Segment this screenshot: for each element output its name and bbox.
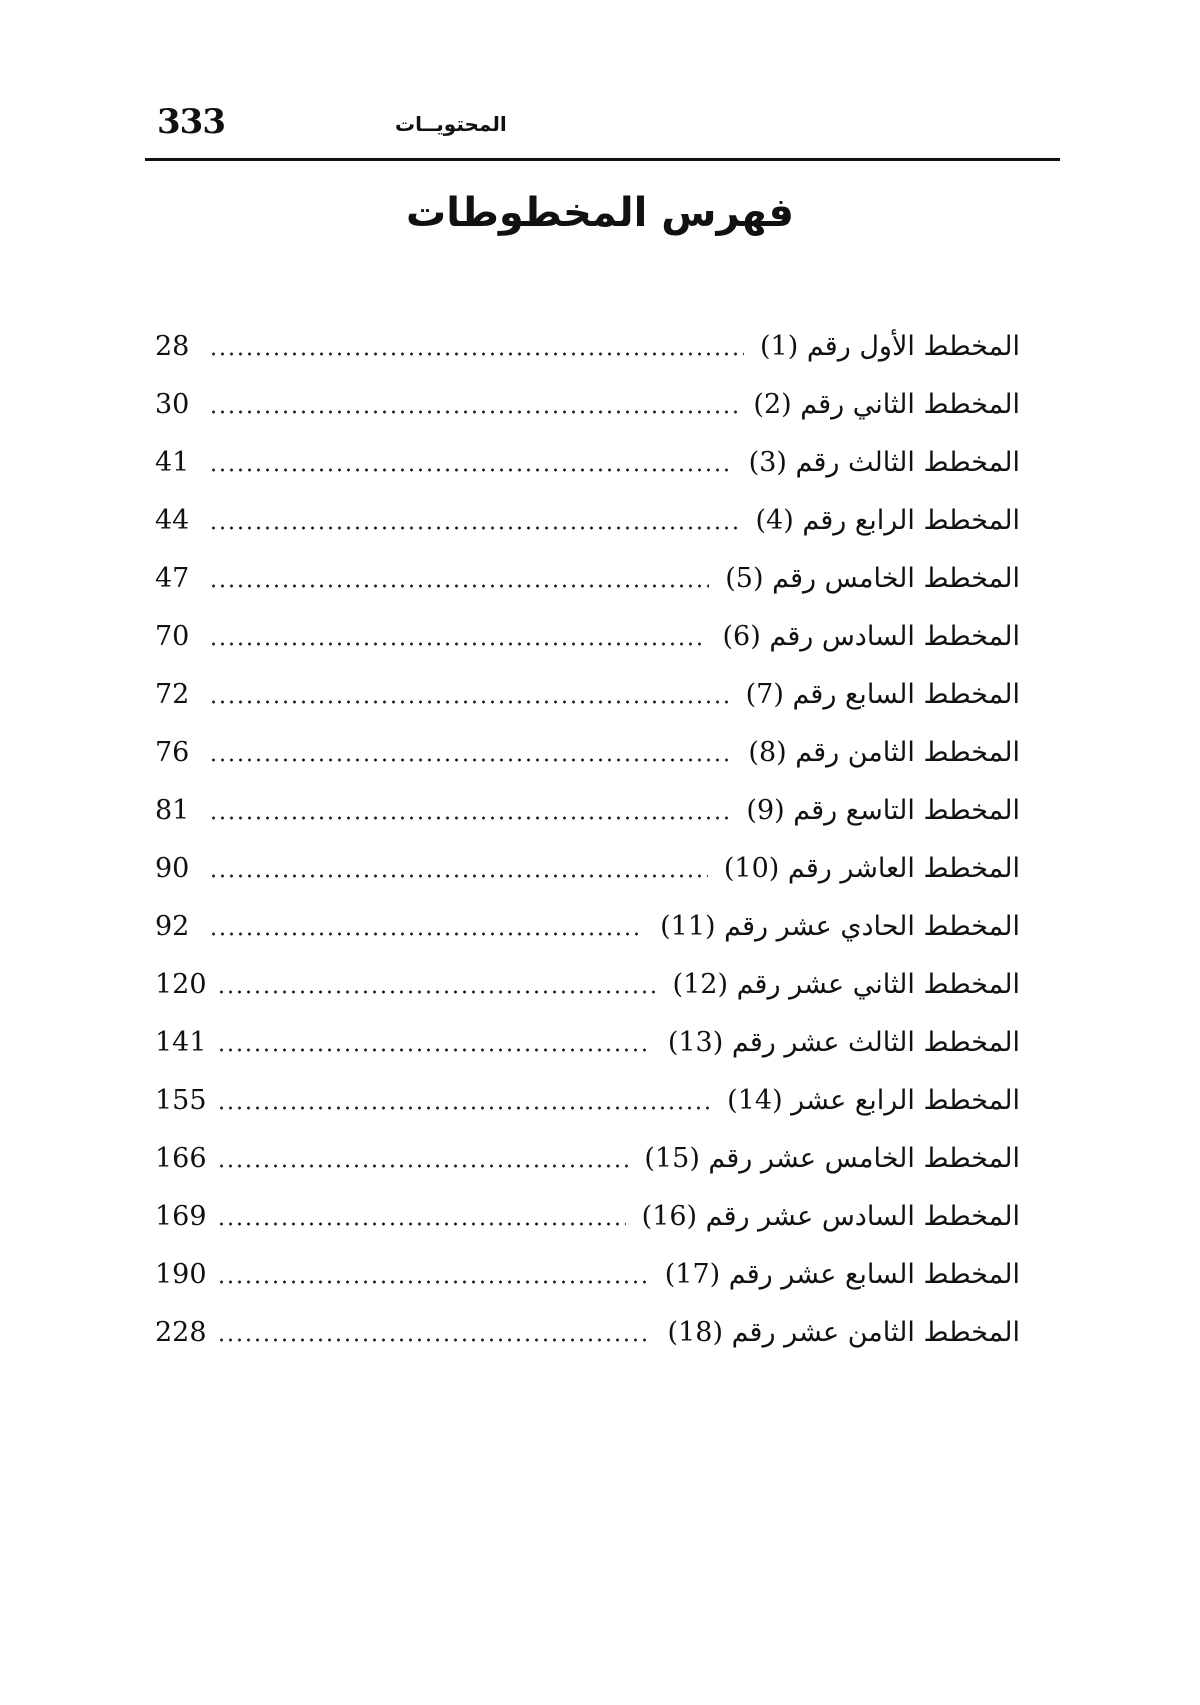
toc-entry-page-number: 92 [155, 911, 190, 942]
dot-leader [209, 352, 744, 356]
dot-leader [217, 1222, 626, 1226]
toc-entry-page-number: 90 [155, 853, 190, 884]
dot-leader [209, 468, 733, 472]
toc-entry-label: المخطط التاسع رقم (9) [746, 795, 1020, 826]
running-header-title: المحتويــات [395, 112, 507, 136]
toc-entry-label: المخطط السادس عشر رقم (16) [641, 1201, 1020, 1232]
dot-leader [217, 1164, 629, 1168]
toc-entry-label: المخطط الثالث رقم (3) [748, 447, 1020, 478]
toc-entry [155, 1072, 1020, 1130]
toc-entry-page-number: 44 [155, 505, 190, 536]
toc-entry [155, 318, 1020, 376]
toc-entry [155, 840, 1020, 898]
toc-entry-label: المخطط الخامس عشر رقم (15) [644, 1143, 1020, 1174]
toc-entry-label: المخطط الحادي عشر رقم (11) [660, 911, 1020, 942]
dot-leader [209, 700, 730, 704]
toc-entry-label: المخطط الرابع عشر (14) [727, 1085, 1020, 1116]
toc-entry-label: المخطط السابع رقم (7) [745, 679, 1020, 710]
toc-entry-page-number: 70 [155, 621, 190, 652]
toc-entry-page-number: 228 [155, 1317, 207, 1348]
toc-entry-label: المخطط الثاني عشر رقم (12) [672, 969, 1020, 1000]
toc-entry [155, 724, 1020, 782]
running-header [145, 98, 1060, 161]
dot-leader [209, 584, 709, 588]
toc-entry [155, 434, 1020, 492]
dot-leader [217, 1106, 712, 1110]
toc-entry-page-number: 81 [155, 795, 190, 826]
dot-leader [217, 1048, 652, 1052]
toc-entry-label: المخطط الأول رقم (1) [759, 331, 1020, 362]
toc-entry [155, 1304, 1020, 1362]
toc-entry-label: المخطط الرابع رقم (4) [755, 505, 1020, 536]
toc-entry-label: المخطط الخامس رقم (5) [725, 563, 1020, 594]
toc-entry-label: المخطط الثالث عشر رقم (13) [667, 1027, 1020, 1058]
page-number: 333 [157, 102, 225, 142]
toc-entry-page-number: 72 [155, 679, 190, 710]
toc-entry [155, 956, 1020, 1014]
toc-entry [155, 492, 1020, 550]
toc-entry [155, 1246, 1020, 1304]
dot-leader [209, 932, 644, 936]
dot-leader [217, 1338, 652, 1342]
toc-entry [155, 550, 1020, 608]
toc-entry-page-number: 41 [155, 447, 190, 478]
toc-entry-label: المخطط الثامن رقم (8) [748, 737, 1020, 768]
dot-leader [217, 990, 657, 994]
toc-entry-label: المخطط الثامن عشر رقم (18) [667, 1317, 1020, 1348]
toc-entry [155, 608, 1020, 666]
toc-entry-page-number: 190 [155, 1259, 207, 1290]
dot-leader [209, 758, 732, 762]
dot-leader [209, 874, 708, 878]
toc-entry [155, 376, 1020, 434]
dot-leader [209, 816, 730, 820]
dot-leader [209, 410, 737, 414]
toc-list [155, 318, 1020, 1362]
dot-leader [209, 526, 740, 530]
page-title: فهرس المخطوطات [406, 190, 794, 236]
toc-entry [155, 1188, 1020, 1246]
toc-entry [155, 666, 1020, 724]
toc-entry-label: المخطط السابع عشر رقم (17) [664, 1259, 1020, 1290]
toc-entry-page-number: 155 [155, 1085, 207, 1116]
toc-entry [155, 782, 1020, 840]
toc-entry-label: المخطط السادس رقم (6) [722, 621, 1020, 652]
toc-entry-label: المخطط العاشر رقم (10) [723, 853, 1020, 884]
toc-entry-page-number: 120 [155, 969, 207, 1000]
toc-entry [155, 898, 1020, 956]
toc-entry-page-number: 141 [155, 1027, 207, 1058]
toc-entry-page-number: 47 [155, 563, 190, 594]
toc-entry-page-number: 76 [155, 737, 190, 768]
dot-leader [217, 1280, 649, 1284]
dot-leader [209, 642, 707, 646]
toc-entry [155, 1014, 1020, 1072]
toc-entry-label: المخطط الثاني رقم (2) [753, 389, 1020, 420]
toc-entry [155, 1130, 1020, 1188]
toc-entry-page-number: 169 [155, 1201, 207, 1232]
toc-entry-page-number: 30 [155, 389, 190, 420]
toc-entry-page-number: 28 [155, 331, 190, 362]
toc-entry-page-number: 166 [155, 1143, 207, 1174]
